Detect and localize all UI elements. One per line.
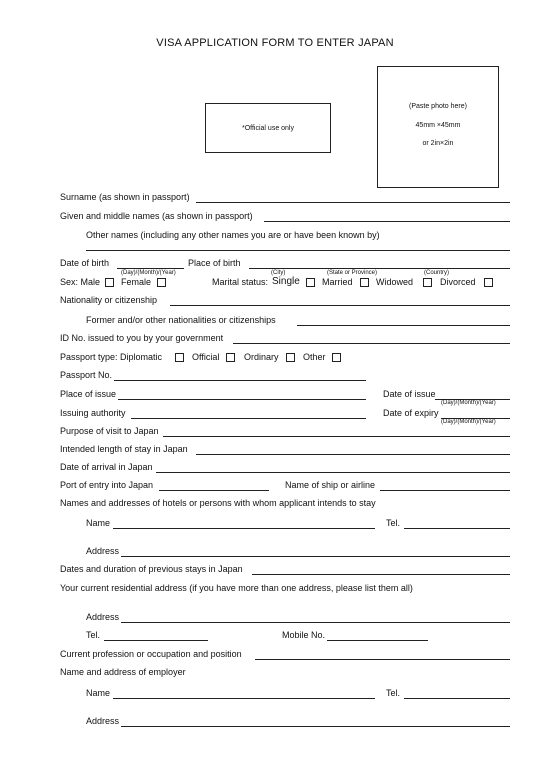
hotel-tel-field[interactable] bbox=[404, 528, 510, 529]
residential-address-label: Your current residential address (if you have more than one address, please list them all) bbox=[60, 583, 413, 593]
official-checkbox[interactable] bbox=[226, 353, 235, 362]
employer-tel-field[interactable] bbox=[404, 698, 510, 699]
passport-number-label: Passport No. bbox=[60, 370, 113, 380]
employer-name-label: Name bbox=[86, 688, 111, 698]
arrival-date-label: Date of arrival in Japan bbox=[60, 462, 153, 472]
photo-label: (Paste photo here) bbox=[409, 103, 467, 110]
other-checkbox[interactable] bbox=[332, 353, 341, 362]
other-label: Other bbox=[303, 352, 326, 362]
port-of-entry-label: Port of entry into Japan bbox=[60, 480, 154, 490]
pob-state-hint: (State or Province) bbox=[327, 270, 378, 276]
photo-size-mm: 45mm ×45mm bbox=[415, 122, 461, 129]
arrival-date-field[interactable] bbox=[156, 472, 510, 473]
male-checkbox[interactable] bbox=[105, 278, 114, 287]
surname-field[interactable] bbox=[196, 202, 510, 203]
length-of-stay-label: Intended length of stay in Japan bbox=[60, 444, 188, 454]
ordinary-label: Ordinary bbox=[244, 352, 279, 362]
issuing-authority-field[interactable] bbox=[131, 418, 366, 419]
ship-airline-field[interactable] bbox=[380, 490, 510, 491]
id-number-label: ID No. issued to you by your government bbox=[60, 333, 224, 343]
given-names-field[interactable] bbox=[264, 221, 510, 222]
date-of-expiry-hint: (Day)/(Month)/(Year) bbox=[441, 419, 496, 425]
nationality-field[interactable] bbox=[170, 305, 510, 306]
hotel-address-field[interactable] bbox=[121, 556, 510, 557]
given-names-label: Given and middle names (as shown in passport) bbox=[60, 211, 253, 221]
other-names-field[interactable] bbox=[86, 250, 510, 251]
married-label: Married bbox=[322, 277, 353, 287]
dob-hint: (Day)/(Month)/(Year) bbox=[121, 270, 176, 276]
residential-tel-field[interactable] bbox=[104, 640, 208, 641]
ship-airline-label: Name of ship or airline bbox=[285, 480, 376, 490]
official-label: Official bbox=[192, 352, 220, 362]
official-use-box bbox=[205, 103, 331, 153]
widowed-label: Widowed bbox=[376, 277, 414, 287]
pob-country-hint: (Country) bbox=[424, 270, 450, 276]
official-use-label: *Official use only bbox=[241, 125, 294, 132]
residential-address-line-label: Address bbox=[86, 612, 120, 622]
widowed-checkbox[interactable] bbox=[423, 278, 432, 287]
female-checkbox[interactable] bbox=[157, 278, 166, 287]
other-names-label: Other names (including any other names you are or have been known by) bbox=[86, 230, 380, 240]
nationality-label: Nationality or citizenship bbox=[60, 295, 158, 305]
passport-number-field[interactable] bbox=[114, 380, 366, 381]
profession-label: Current profession or occupation and position bbox=[60, 649, 242, 659]
page-title: VISA APPLICATION FORM TO ENTER JAPAN bbox=[156, 37, 394, 49]
marital-label: Marital status: bbox=[212, 277, 269, 287]
employer-tel-label: Tel. bbox=[386, 688, 401, 698]
residential-tel-label: Tel. bbox=[86, 630, 101, 640]
employer-label: Name and address of employer bbox=[60, 667, 186, 677]
female-label: Female bbox=[121, 277, 152, 287]
hotel-address-label: Address bbox=[86, 546, 120, 556]
length-of-stay-field[interactable] bbox=[196, 454, 510, 455]
single-checkbox[interactable] bbox=[306, 278, 315, 287]
divorced-label: Divorced bbox=[440, 277, 476, 287]
previous-stays-field[interactable] bbox=[252, 574, 510, 575]
passport-type-label: Passport type: Diplomatic bbox=[60, 352, 163, 362]
former-nationality-label: Former and/or other nationalities or citizenships bbox=[86, 315, 276, 325]
pob-city-hint: (City) bbox=[271, 270, 286, 276]
mobile-label: Mobile No. bbox=[282, 630, 326, 640]
port-of-entry-field[interactable] bbox=[159, 490, 269, 491]
photo-box[interactable] bbox=[377, 66, 499, 188]
purpose-label: Purpose of visit to Japan bbox=[60, 426, 159, 436]
mobile-field[interactable] bbox=[327, 640, 428, 641]
photo-size-in: or 2in×2in bbox=[422, 140, 454, 147]
surname-label: Surname (as shown in passport) bbox=[60, 192, 190, 202]
hotel-name-label: Name bbox=[86, 518, 111, 528]
profession-field[interactable] bbox=[255, 659, 510, 660]
date-of-issue-hint: (Day)/(Month)/(Year) bbox=[441, 400, 496, 406]
single-label: Single bbox=[272, 276, 300, 287]
place-of-issue-field[interactable] bbox=[118, 399, 366, 400]
dob-label: Date of birth bbox=[60, 258, 110, 268]
id-number-field[interactable] bbox=[233, 343, 510, 344]
divorced-checkbox[interactable] bbox=[484, 278, 493, 287]
residential-address-field[interactable] bbox=[121, 622, 510, 623]
employer-address-field[interactable] bbox=[121, 726, 510, 727]
ordinary-checkbox[interactable] bbox=[286, 353, 295, 362]
employer-name-field[interactable] bbox=[113, 698, 375, 699]
place-of-issue-label: Place of issue bbox=[60, 389, 117, 399]
employer-address-label: Address bbox=[86, 716, 120, 726]
married-checkbox[interactable] bbox=[360, 278, 369, 287]
hotel-name-field[interactable] bbox=[113, 528, 375, 529]
hotels-label: Names and addresses of hotels or persons with whom applicant intends to stay bbox=[60, 498, 376, 508]
pob-label: Place of birth bbox=[188, 258, 241, 268]
date-of-issue-label: Date of issue bbox=[383, 389, 436, 399]
dob-field[interactable] bbox=[117, 268, 184, 269]
diplomatic-checkbox[interactable] bbox=[175, 353, 184, 362]
former-nationality-field[interactable] bbox=[297, 325, 510, 326]
sex-label: Sex: Male bbox=[60, 277, 101, 287]
purpose-field[interactable] bbox=[163, 436, 510, 437]
date-of-expiry-label: Date of expiry bbox=[383, 408, 439, 418]
issuing-authority-label: Issuing authority bbox=[60, 408, 126, 418]
hotel-tel-label: Tel. bbox=[386, 518, 401, 528]
pob-field[interactable] bbox=[249, 268, 510, 269]
previous-stays-label: Dates and duration of previous stays in Japan bbox=[60, 564, 243, 574]
